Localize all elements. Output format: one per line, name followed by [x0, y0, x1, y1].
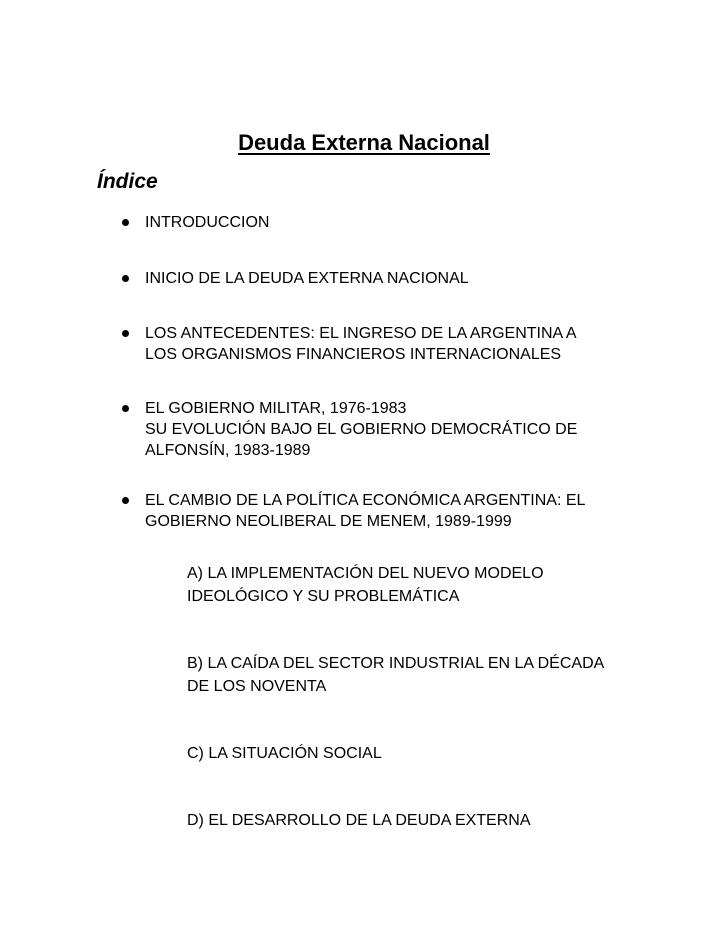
- subitem-line: C) LA SITUACIÓN SOCIAL: [187, 745, 382, 762]
- index-subitem: [187, 562, 657, 608]
- index-subitem: [187, 809, 657, 832]
- index-subitem: [187, 742, 657, 765]
- index-bullet-item: [145, 398, 635, 461]
- bullet-line: SU EVOLUCIÓN BAJO EL GOBIERNO DEMOCRÁTICO DE: [145, 421, 578, 438]
- subitem-line: A) LA IMPLEMENTACIÓN DEL NUEVO MODELO: [187, 565, 544, 582]
- subitem-line: DE LOS NOVENTA: [187, 678, 327, 695]
- index-heading: Índice: [97, 170, 158, 193]
- bullet-line: GOBIERNO NEOLIBERAL DE MENEM, 1989-1999: [145, 513, 512, 530]
- bullet-line: LOS ORGANISMOS FINANCIEROS INTERNACIONALES: [145, 346, 562, 363]
- bullet-line: INTRODUCCION: [145, 214, 270, 231]
- bullet-line: EL CAMBIO DE LA POLÍTICA ECONÓMICA ARGENTINA: EL: [145, 492, 586, 509]
- index-subitem: [187, 652, 657, 698]
- subitem-line: D) EL DESARROLLO DE LA DEUDA EXTERNA: [187, 812, 531, 829]
- bullet-line: ALFONSÍN, 1983-1989: [145, 442, 311, 459]
- bullet-line: INICIO DE LA DEUDA EXTERNA NACIONAL: [145, 270, 469, 287]
- document-title: Deuda Externa Nacional: [238, 130, 490, 155]
- index-bullet-item: [145, 323, 635, 365]
- bullet-line: LOS ANTECEDENTES: EL INGRESO DE LA ARGENTINA A: [145, 325, 577, 342]
- subitem-line: IDEOLÓGICO Y SU PROBLEMÁTICA: [187, 588, 460, 605]
- subitem-line: B) LA CAÍDA DEL SECTOR INDUSTRIAL EN LA DÉCADA: [187, 655, 605, 672]
- index-bullet-item: [145, 490, 635, 532]
- index-bullet-item: [145, 212, 635, 233]
- index-bullet-item: [145, 268, 635, 289]
- bullet-line: EL GOBIERNO MILITAR, 1976-1983: [145, 400, 407, 417]
